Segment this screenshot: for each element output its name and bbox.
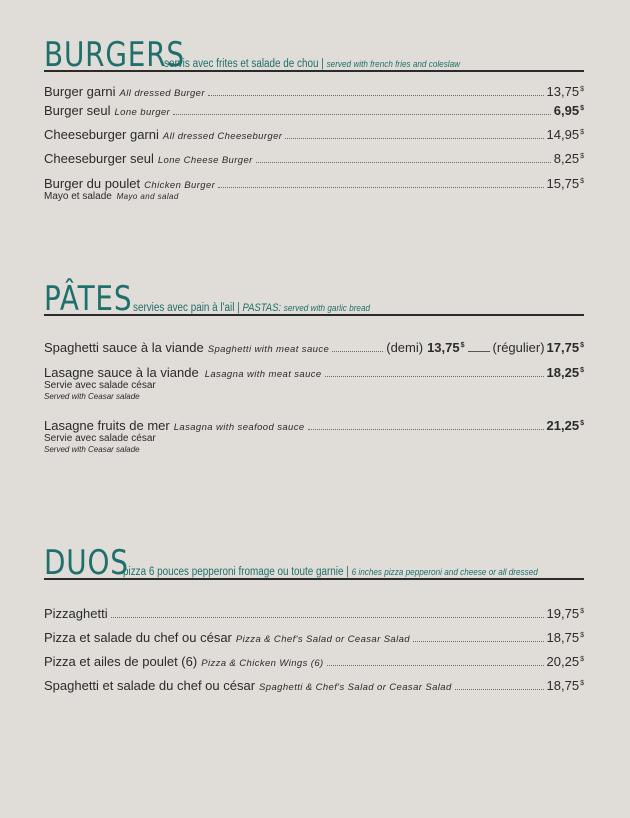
- item-name: Pizza et salade du chef ou césar: [44, 630, 232, 645]
- item-price: 14,95$: [546, 127, 584, 142]
- burgers-subtitle-fr: servis avec frites et salade de chou: [164, 58, 319, 70]
- leader-dots: [413, 640, 544, 642]
- menu-item-pizza-salade: [44, 630, 584, 645]
- item-price: 6,95$: [553, 103, 584, 118]
- item-name: Lasagne sauce à la viande: [44, 365, 199, 380]
- menu-item-cheeseburger-garni: [44, 127, 584, 142]
- menu-item-pizza-ailes: [44, 654, 584, 669]
- item-note-fr: Servie avec salade césar: [44, 380, 156, 391]
- item-price: 15,75$: [546, 176, 584, 191]
- duos-subtitle-fr: pizza 6 pouces pepperoni fromage ou toute garnie: [123, 566, 344, 578]
- pates-subtitle-en: served with garlic bread: [283, 303, 371, 314]
- item-note: [44, 191, 584, 203]
- pates-subtitle-en-label: PASTAS:: [242, 302, 282, 314]
- menu-item-burger-seul: [44, 103, 584, 118]
- pates-header: [44, 274, 584, 319]
- item-name: Pizza et ailes de poulet (6): [44, 654, 198, 669]
- item-name: Pizzaghetti: [44, 606, 108, 621]
- item-name-en: Lasagna with seafood sauce: [173, 422, 305, 433]
- item-note-en: Served with Ceasar salade: [44, 445, 140, 454]
- item-name-en: Pizza & Chef's Salad or Ceasar Salad: [235, 634, 410, 645]
- item-name-en: Lone burger: [114, 107, 171, 118]
- burgers-title: BURGERS: [44, 35, 185, 75]
- item-name: Spaghetti sauce à la viande: [44, 340, 204, 355]
- item-price: 18,25$: [546, 365, 584, 380]
- pates-title: PÂTES: [44, 279, 133, 319]
- item-price: 13,75$: [546, 84, 584, 99]
- burgers-section: [44, 30, 584, 75]
- regular-label: (régulier): [492, 340, 545, 355]
- leader-dots: [285, 137, 543, 139]
- item-name: Burger du poulet: [44, 176, 141, 191]
- item-note-en: Served with Ceasar salade: [44, 392, 140, 401]
- item-price: 18,75$: [546, 630, 584, 645]
- menu-item-pizzaghetti: [44, 606, 584, 621]
- menu-item-lasagne-fruits-de-mer: [44, 418, 584, 455]
- menu-item-burger-du-poulet: [44, 176, 584, 203]
- menu-item-burger-garni: [44, 84, 584, 99]
- item-price: 17,75$: [546, 340, 584, 355]
- item-name-en: Lasagna with meat sauce: [204, 369, 322, 380]
- item-name: Lasagne fruits de mer: [44, 418, 170, 433]
- menu-item-spaghetti-salade: [44, 678, 584, 693]
- leader-dots: [111, 616, 544, 618]
- duos-header: [44, 538, 584, 583]
- pates-subtitle-fr: servies avec pain à l'ail |: [133, 302, 240, 314]
- item-name: Cheeseburger seul: [44, 151, 154, 166]
- item-note-en: Mayo and salad: [116, 192, 179, 201]
- leader-dots: [455, 688, 544, 690]
- leader-dots: [308, 428, 544, 430]
- demi-price: 13,75$: [427, 340, 465, 355]
- item-name-en: Spaghetti & Chef's Salad or Ceasar Salad: [259, 682, 452, 693]
- item-name-en: All dressed Cheeseburger: [162, 131, 283, 142]
- item-name: Burger seul: [44, 103, 111, 118]
- duos-subtitle: [123, 566, 538, 578]
- duos-title: DUOS: [44, 543, 129, 583]
- burgers-subtitle-en: served with french fries and coleslaw: [326, 59, 461, 70]
- pates-section: [44, 274, 584, 319]
- leader-dots: [173, 113, 551, 115]
- item-note-fr: Mayo et salade: [44, 191, 112, 202]
- item-name-en: Chicken Burger: [144, 180, 216, 191]
- menu-item-spaghetti: [44, 340, 584, 357]
- item-name-en: Spaghetti with meat sauce: [207, 344, 330, 355]
- burgers-header: [44, 30, 584, 75]
- price-dash: [468, 350, 490, 352]
- item-name-en: Lone Cheese Burger: [157, 155, 253, 166]
- duos-subtitle-en: 6 inches pizza pepperoni and cheese or all dressed: [351, 567, 538, 578]
- item-price: 18,75$: [546, 678, 584, 693]
- demi-label: (demi): [386, 340, 424, 355]
- menu-item-cheeseburger-seul: [44, 151, 584, 166]
- item-name-en: All dressed Burger: [119, 88, 205, 99]
- item-price: 8,25$: [553, 151, 584, 166]
- duos-section: [44, 538, 584, 583]
- leader-dots: [325, 375, 544, 377]
- item-price: 19,75$: [546, 606, 584, 621]
- leader-dots: [332, 350, 383, 352]
- leader-dots: [256, 161, 551, 163]
- menu-item-lasagne-viande: [44, 365, 584, 402]
- item-name: Spaghetti et salade du chef ou césar: [44, 678, 256, 693]
- item-price: 21,25$: [546, 418, 584, 433]
- pates-subtitle: [133, 302, 370, 314]
- burgers-subtitle-separator: |: [321, 58, 324, 70]
- leader-dots: [327, 664, 544, 666]
- item-price: 20,25$: [546, 654, 584, 669]
- leader-dots: [208, 94, 544, 96]
- item-name: Burger garni: [44, 84, 116, 99]
- item-note-fr: Servie avec salade césar: [44, 433, 156, 444]
- item-name: Cheeseburger garni: [44, 127, 159, 142]
- item-name-en: Pizza & Chicken Wings (6): [201, 658, 324, 669]
- duos-subtitle-separator: |: [346, 566, 349, 578]
- burgers-subtitle: [164, 58, 460, 70]
- leader-dots: [218, 186, 543, 188]
